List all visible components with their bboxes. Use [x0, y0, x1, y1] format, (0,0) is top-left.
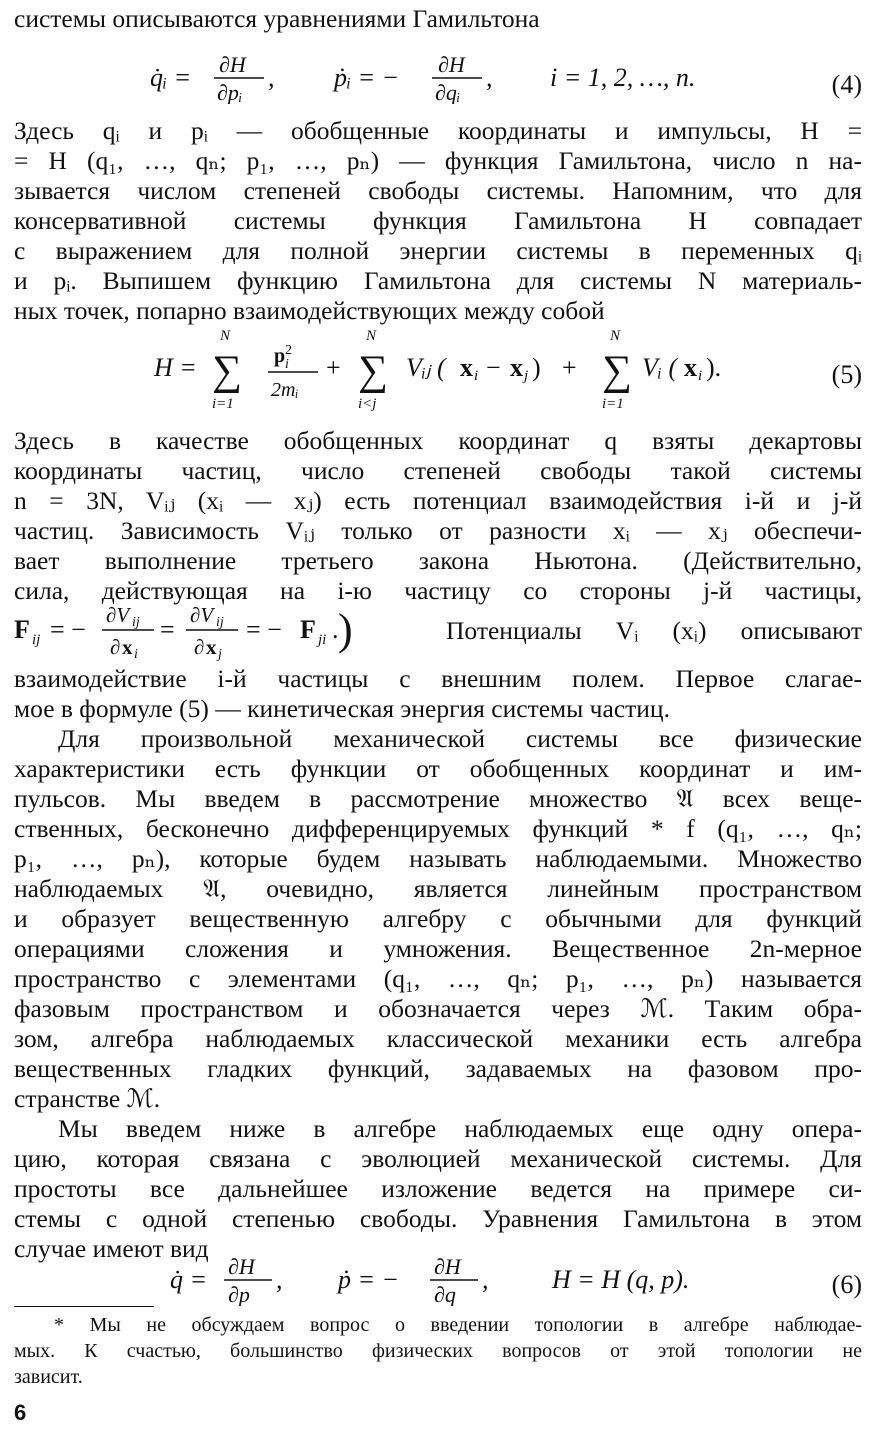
force-line-text: Потенциалы Vᵢ (xᵢ) описывают: [446, 616, 862, 645]
text-line: вает выполнение третьего закона Ньютона. (Действительно,: [14, 546, 862, 575]
svg-text:∂V: ∂V: [106, 604, 130, 627]
svg-text:H =: H =: [154, 353, 197, 382]
svg-text:x: x: [122, 635, 133, 659]
svg-text:i: i: [134, 647, 138, 662]
svg-text:∑: ∑: [212, 348, 242, 394]
svg-text:x: x: [510, 353, 523, 382]
text-line: Для произвольной механической системы все физические: [58, 724, 862, 753]
equation-6: [14, 1256, 862, 1306]
svg-text:N: N: [220, 328, 231, 344]
svg-text:): ): [338, 605, 353, 654]
svg-text:j: j: [524, 368, 529, 384]
svg-text:=: =: [160, 615, 175, 644]
svg-text:Vᵢⱼ (: Vᵢⱼ (: [406, 353, 446, 382]
text-line: и pᵢ. Выпишем функцию Гамильтона для системы N материаль-: [14, 266, 862, 295]
text-line: зом, алгебра наблюдаемых классической механики есть алгебра: [14, 1024, 862, 1053]
text-line: операциями сложения и умножения. Вещественное 2n-мерное: [14, 934, 862, 963]
text-line: консервативной системы функция Гамильтона H совпадает: [14, 206, 862, 235]
text-line: = H (q₁, …, qₙ; p₁, …, pₙ) — функция Гамильтона, число n на-: [14, 146, 862, 175]
text-line: вещественных гладких функций, задаваемых на фазовом про-: [14, 1054, 862, 1083]
equation-number: (5): [831, 360, 862, 389]
equation-5-formula: [14, 326, 862, 416]
equation-5: [14, 326, 862, 416]
equation-4: [14, 56, 862, 104]
svg-text:∑: ∑: [602, 348, 632, 394]
equation-4-formula: [14, 56, 862, 104]
force-formula: [14, 604, 434, 664]
svg-text:,: ,: [268, 63, 275, 92]
text-line: n = 3N, Vᵢⱼ (xᵢ — xⱼ) есть потенциал взаимодействия i-й и j-й: [14, 486, 862, 515]
svg-text:∂: ∂: [110, 635, 121, 659]
svg-text:∂H: ∂H: [219, 56, 246, 77]
text-line: стемы с одной степенью свободы. Уравнения Гамильтона в этом: [14, 1204, 862, 1233]
text-line: пульсов. Мы введем в рассмотрение множество 𝔄 всех веще-: [14, 784, 862, 813]
text-line: p₁, …, pₙ), которые будем называть наблюдаемыми. Множество: [14, 844, 862, 873]
svg-text:∂q: ∂q: [434, 1282, 456, 1306]
svg-text:∂: ∂: [194, 635, 205, 659]
svg-text:ṗ = −: ṗ = −: [338, 1265, 400, 1294]
text-line: с выражением для полной энергии системы в переменных qᵢ: [14, 236, 862, 265]
text-line: странстве ℳ.: [14, 1084, 161, 1113]
footnote-divider: [14, 1306, 154, 1307]
svg-text:i: i: [474, 368, 479, 384]
svg-text:i: i: [698, 368, 703, 384]
text-line: характеристики есть функции от обобщенных координат и им-: [14, 754, 862, 783]
text-line: случае имеют вид: [14, 1234, 209, 1263]
svg-text:F: F: [300, 615, 316, 644]
text-line: ственных, бесконечно дифференцируемых функций * f (q₁, …, qₙ;: [14, 814, 862, 843]
svg-text:p: p: [274, 345, 286, 367]
text-line: зывается числом степеней свободы системы. Напомним, что для: [14, 176, 862, 205]
text-line: Мы введем ниже в алгебре наблюдаемых еще одну опера-: [58, 1114, 862, 1143]
equation-number: (4): [831, 70, 862, 99]
svg-text:∂H: ∂H: [228, 1256, 255, 1279]
svg-text:): ): [532, 353, 541, 382]
text-line: и образует вещественную алгебру с обычными для функций: [14, 904, 862, 933]
svg-text:,: ,: [482, 1265, 489, 1294]
svg-text:∂pᵢ: ∂pᵢ: [217, 80, 243, 104]
svg-text:ji: ji: [318, 632, 327, 648]
text-line: цию, которая связана с эволюцией механической системы. Для: [14, 1144, 862, 1173]
text-line: ных точек, попарно взаимодействующих между собой: [14, 296, 605, 325]
svg-text:x: x: [206, 635, 217, 659]
svg-text:i=1: i=1: [212, 396, 234, 412]
svg-text:+: +: [326, 353, 341, 382]
text-line: простоты все дальнейшее изложение ведется на примере си-: [14, 1174, 862, 1203]
svg-text:H = H (q, p).: H = H (q, p).: [552, 1265, 690, 1294]
svg-text:2: 2: [285, 343, 292, 358]
svg-text:F: F: [14, 615, 30, 644]
svg-text:∂H: ∂H: [438, 56, 465, 77]
svg-text:x: x: [684, 353, 697, 382]
svg-text:j: j: [218, 647, 222, 662]
svg-text:−: −: [486, 353, 501, 382]
text-line: Здесь в качестве обобщенных координат q взяты декартовы: [14, 426, 862, 455]
svg-text:,: ,: [276, 1265, 283, 1294]
page-number: 6: [14, 1400, 27, 1425]
text-line: мое в формуле (5) — кинетическая энергия системы частиц.: [14, 694, 670, 723]
svg-text:i: i: [285, 357, 289, 372]
equation-6-formula: [14, 1256, 862, 1306]
svg-text:ij: ij: [32, 632, 41, 648]
force-formula-line: [14, 604, 862, 664]
footnote-line: * Мы не обсуждаем вопрос о введении топологии в алгебре наблюдае-: [54, 1314, 862, 1336]
svg-text:.: .: [332, 615, 339, 644]
svg-text:x: x: [460, 353, 473, 382]
svg-text:i<j: i<j: [358, 396, 377, 412]
svg-text:ij: ij: [132, 615, 140, 630]
svg-text:i=1: i=1: [602, 396, 624, 412]
svg-text:q̇ =: q̇ =: [170, 1265, 208, 1294]
svg-text:∂H: ∂H: [434, 1256, 461, 1279]
text-line: наблюдаемых 𝔄, очевидно, является линейным пространством: [14, 874, 862, 903]
svg-text:∂p: ∂p: [228, 1282, 250, 1306]
text-line: системы описываются уравнениями Гамильтона: [14, 4, 540, 33]
text-line: сила, действующая на i-ю частицу со стороны j-й частицы,: [14, 576, 862, 605]
svg-text:q̇ᵢ =: q̇ᵢ =: [150, 63, 192, 92]
svg-text:= −: = −: [246, 615, 282, 644]
footnote-line: зависит.: [14, 1366, 83, 1388]
svg-text:∂qᵢ: ∂qᵢ: [435, 80, 461, 104]
svg-text:+: +: [562, 353, 577, 382]
text-line: координаты частиц, число степеней свободы такой системы: [14, 456, 862, 485]
svg-text:N: N: [610, 328, 621, 344]
svg-text:).: ).: [706, 353, 722, 382]
svg-text:,: ,: [486, 63, 493, 92]
svg-text:ij: ij: [216, 615, 224, 630]
text-line: фазовым пространством и обозначается через ℳ. Таким обра-: [14, 994, 862, 1023]
svg-text:Vᵢ (: Vᵢ (: [642, 353, 678, 382]
text-line: Здесь qᵢ и pᵢ — обобщенные координаты и импульсы, H =: [14, 116, 862, 145]
svg-text:= −: = −: [50, 615, 86, 644]
svg-text:N: N: [366, 328, 377, 344]
svg-text:∂V: ∂V: [190, 604, 214, 627]
svg-text:2mᵢ: 2mᵢ: [271, 379, 299, 401]
text-line: взаимодействие i-й частицы с внешним полем. Первое слагае-: [14, 664, 862, 693]
footnote-line: мых. К счастью, большинство физических вопросов от этой топологии не: [14, 1340, 862, 1362]
svg-text:i = 1, 2, …, n.: i = 1, 2, …, n.: [550, 63, 696, 92]
svg-text:ṗᵢ = −: ṗᵢ = −: [334, 63, 400, 92]
equation-number: (6): [831, 1270, 862, 1299]
svg-text:∑: ∑: [358, 348, 388, 394]
text-line: пространство с элементами (q₁, …, qₙ; p₁, …, pₙ) называется: [14, 964, 862, 993]
text-line: частиц. Зависимость Vᵢⱼ только от разности xᵢ — xⱼ обеспечи-: [14, 516, 862, 545]
